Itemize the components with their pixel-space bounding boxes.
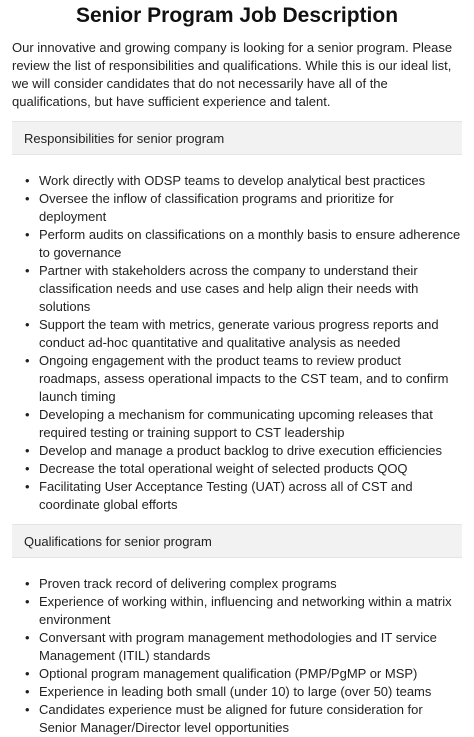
list-item: • Decrease the total operational weight of selected products QOQ	[25, 461, 408, 476]
list-item: • Perform audits on classifications on a monthly basis to ensure adherence to governance	[25, 227, 461, 260]
bullet-icon: •	[25, 407, 30, 422]
bullet-icon: •	[25, 630, 30, 645]
list-item: • Work directly with ODSP teams to develop analytical best practices	[25, 173, 426, 188]
list-item: • Proven track record of delivering complex programs	[25, 576, 337, 591]
responsibilities-list	[12, 172, 462, 514]
bullet-icon: •	[25, 227, 30, 242]
qualifications-heading: Qualifications for senior program	[24, 533, 212, 549]
list-item: • Partner with stakeholders across the company to understand their classification needs and use cases and help align their needs with solutions	[25, 263, 419, 314]
list-item: • Developing a mechanism for communicating upcoming releases that required testing or training support to CST leadership	[25, 407, 433, 440]
list-item: • Experience in leading both small (under 10) to large (over 50) teams	[25, 684, 432, 699]
bullet-icon: •	[25, 594, 30, 609]
bullet-icon: •	[25, 702, 30, 717]
list-item: • Optional program management qualification (PMP/PgMP or MSP)	[25, 666, 418, 681]
bullet-icon: •	[25, 576, 30, 591]
responsibilities-header	[12, 121, 462, 155]
page-title: Senior Program Job Description	[75, 4, 399, 27]
list-item: • Facilitating User Acceptance Testing (UAT) across all of CST and coordinate global efforts	[25, 479, 413, 512]
intro-paragraph: Our innovative and growing company is looking for a senior program. Please review the list of responsibilities and qualifications. While this is our ideal list, we will consider candidates that do not necessarily have all of the qualifications, but have sufficient experience and talent.	[12, 40, 453, 109]
list-item: • Develop and manage a product backlog to drive execution efficiencies	[25, 443, 443, 458]
bullet-icon: •	[25, 443, 30, 458]
bullet-icon: •	[25, 317, 30, 332]
bullet-icon: •	[25, 263, 30, 278]
list-item: • Conversant with program management methodologies and IT service Management (ITIL) standards	[25, 630, 437, 663]
bullet-icon: •	[25, 479, 30, 494]
bullet-icon: •	[25, 461, 30, 476]
bullet-icon: •	[25, 173, 30, 188]
list-item: • Candidates experience must be aligned for future consideration for Senior Manager/Director level opportunities	[25, 702, 423, 735]
responsibilities-heading: Responsibilities for senior program	[24, 130, 225, 146]
bullet-icon: •	[25, 666, 30, 681]
qualifications-list	[12, 575, 462, 737]
list-item: • Experience of working within, influencing and networking within a matrix environment	[25, 594, 452, 627]
list-item: • Ongoing engagement with the product teams to review product roadmaps, assess operational impacts to the CST team, and to confirm launch timing	[25, 353, 449, 404]
list-item: • Support the team with metrics, generate various progress reports and conduct ad-hoc quantitative and qualitative analysis as needed	[25, 317, 439, 350]
list-item: • Oversee the inflow of classification programs and prioritize for deployment	[25, 191, 394, 224]
bullet-icon: •	[25, 191, 30, 206]
bullet-icon: •	[25, 353, 30, 368]
bullet-icon: •	[25, 684, 30, 699]
qualifications-header	[12, 524, 462, 558]
